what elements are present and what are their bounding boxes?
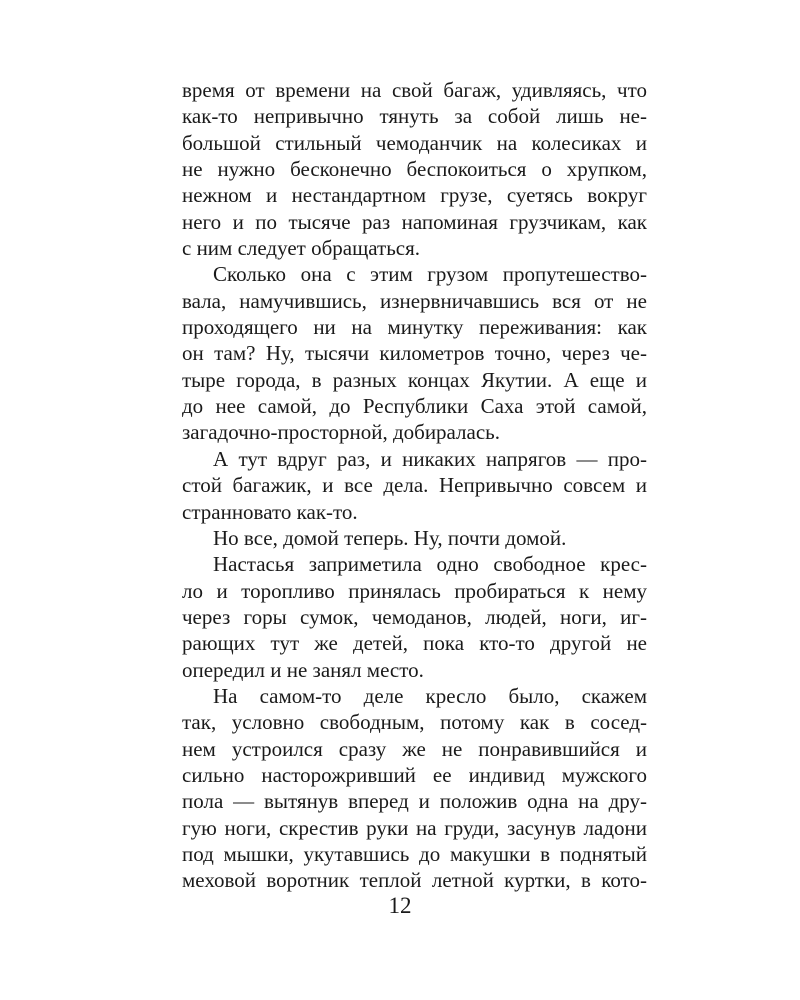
text-line: Но все, домой теперь. Ну, почти домой. [213, 525, 567, 550]
text-line: он там? Ну, тысячи километров точно, через че- [182, 341, 647, 366]
body-text [182, 77, 647, 894]
text-line: вала, намучившись, изнервничавшись вся от не [182, 288, 647, 313]
text-line: тыре города, в разных концах Якутии. А еще и [182, 367, 647, 392]
text-line: меховой воротник теплой летной куртки, в кото- [182, 868, 647, 893]
text-line: Настасья заприметила одно свободное крес- [213, 552, 647, 577]
text-line: так, условно свободным, потому как в сосед- [182, 710, 647, 735]
text-line: На самом-то деле кресло было, скажем [213, 683, 647, 708]
text-line: не нужно бесконечно беспокоиться о хрупком, [182, 157, 647, 182]
text-line: ло и торопливо принялась пробираться к нему [182, 578, 647, 603]
text-line: с ним следует обращаться. [182, 236, 421, 261]
text-line: проходящего ни на минутку переживания: как [182, 315, 647, 340]
text-line: под мышки, укутавшись до макушки в поднятый [182, 841, 647, 866]
text-line: стой багажик, и все дела. Непривычно совсем и [182, 473, 647, 498]
page-number: 12 [388, 893, 412, 918]
text-line: А тут вдруг раз, и никаких напрягов — про- [213, 446, 647, 471]
text-line: Сколько она с этим грузом пропутешество- [213, 262, 647, 287]
text-line: рающих тут же детей, пока кто-то другой не [182, 631, 647, 656]
text-line: пола — вытянув вперед и положив одна на дру- [182, 789, 647, 814]
text-line: него и по тысяче раз напоминая грузчикам, как [182, 209, 647, 234]
text-line: через горы сумок, чемоданов, людей, ноги, иг- [182, 604, 647, 629]
text-line: до нее самой, до Республики Саха этой самой, [182, 394, 647, 419]
text-line: как-то непривычно тянуть за собой лишь не- [182, 104, 647, 129]
text-line: странновато как-то. [182, 499, 358, 524]
text-line: большой стильный чемоданчик на колесиках и [182, 130, 647, 155]
text-line: нежном и нестандартном грузе, суетясь вокруг [182, 183, 647, 208]
text-line: сильно насторожривший ее индивид мужского [182, 762, 647, 787]
text-line: время от времени на свой багаж, удивляясь, что [182, 78, 647, 102]
text-line: загадочно-просторной, добиралась. [182, 420, 501, 445]
text-line: опередил и не занял место. [182, 657, 424, 682]
text-line: гую ноги, скрестив руки на груди, засунув ладони [182, 815, 647, 840]
text-line: нем устроился сразу же не понравившийся и [182, 736, 647, 761]
